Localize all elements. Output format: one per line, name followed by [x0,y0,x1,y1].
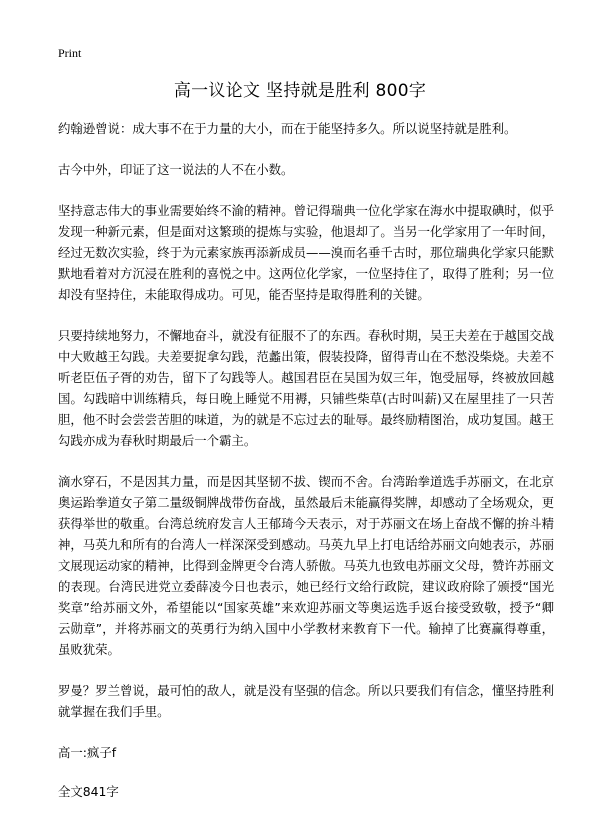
paragraph-conclusion: 罗曼？罗兰曾说，最可怕的敌人，就是没有坚强的信念。所以只要我们有信念，懂坚持胜利就掌握在我们手里。 [58,683,554,719]
article-title: 高一议论文 坚持就是胜利 800字 [173,81,427,101]
paragraph-goujian-example: 只要持续地努力，不懈地奋斗，就没有征服不了的东西。春秋时期，吴王夫差在于越国交战中大败越王勾践。夫差要捉拿勾践，范蠡出策，假装投降，留得青山在不愁没柴烧。夫差不听老臣伍子胥的劝告，留下了勾践等人。越国君臣在吴国为奴三年，饱受屈辱，终被放回越国。勾践暗中训练精兵，每日晚上睡觉不用褥，只铺些柴草(古时叫薪)又在屋里挂了一只苦胆，他不时会尝尝苦胆的味道，为的就是不忘过去的耻辱。最终励精图治，成功复国。越王勾践亦成为春秋时期最后一个霸主。 [58,328,554,448]
author-line: 高一:疯子f [58,745,117,760]
article-body [58,118,554,822]
word-count: 全文841字 [58,784,119,799]
print-link[interactable]: Print [58,46,82,60]
paragraph-intro-quote: 约翰逊曾说：成大事不在于力量的大小，而在于能坚持多久。所以说坚持就是胜利。 [58,121,517,136]
paragraph-thesis: 古今中外，印证了这一说法的人不在小数。 [58,162,294,177]
paragraph-su-liwen-example: 滴水穿石，不是因其力量，而是因其坚韧不拔、锲而不舍。台湾跆拳道选手苏丽文，在北京奥运跆拳道女子第二量级铜牌战带伤奋战，虽然最后未能赢得奖牌，却感动了全场观众，更获得举世的敬重。台湾总统府发言人王郁琦今天表示，对于苏丽文在场上奋战不懈的拚斗精神，马英九和所有的台湾人一样深深受到感动。马英九早上打电话给苏丽文向她表示，苏丽文展现运动家的精神，比得到金牌更令台湾人骄傲。马英九也致电苏丽文父母，赞许苏丽文的表现。台湾民进党立委薛凌今日也表示，她已经行文给行政院，建议政府除了颁授“国光奖章”给苏丽文外，希望能以“国家英雄”来欢迎苏丽文等奥运选手返台接受致敬，授予“卿云勋章”，并将苏丽文的英勇行为纳入国中小学教材来教育下一代。输掉了比赛赢得尊重，虽败犹荣。 [58,474,554,657]
paragraph-chemist-example: 坚持意志伟大的事业需要始终不渝的精神。曾记得瑞典一位化学家在海水中提取碘时，似乎发现一种新元素，但是面对这繁琐的提炼与实验，他退却了。当另一化学家用了一年时间，经过无数次实验，终于为元素家族再添新成员——溴而名垂千古时，那位瑞典化学家只能默默地看着对方沉浸在胜利的喜悦之中。这两位化学家，一位坚持住了，取得了胜利；另一位却没有坚持住，未能取得成功。可见，能否坚持是取得胜利的关键。 [58,203,554,302]
